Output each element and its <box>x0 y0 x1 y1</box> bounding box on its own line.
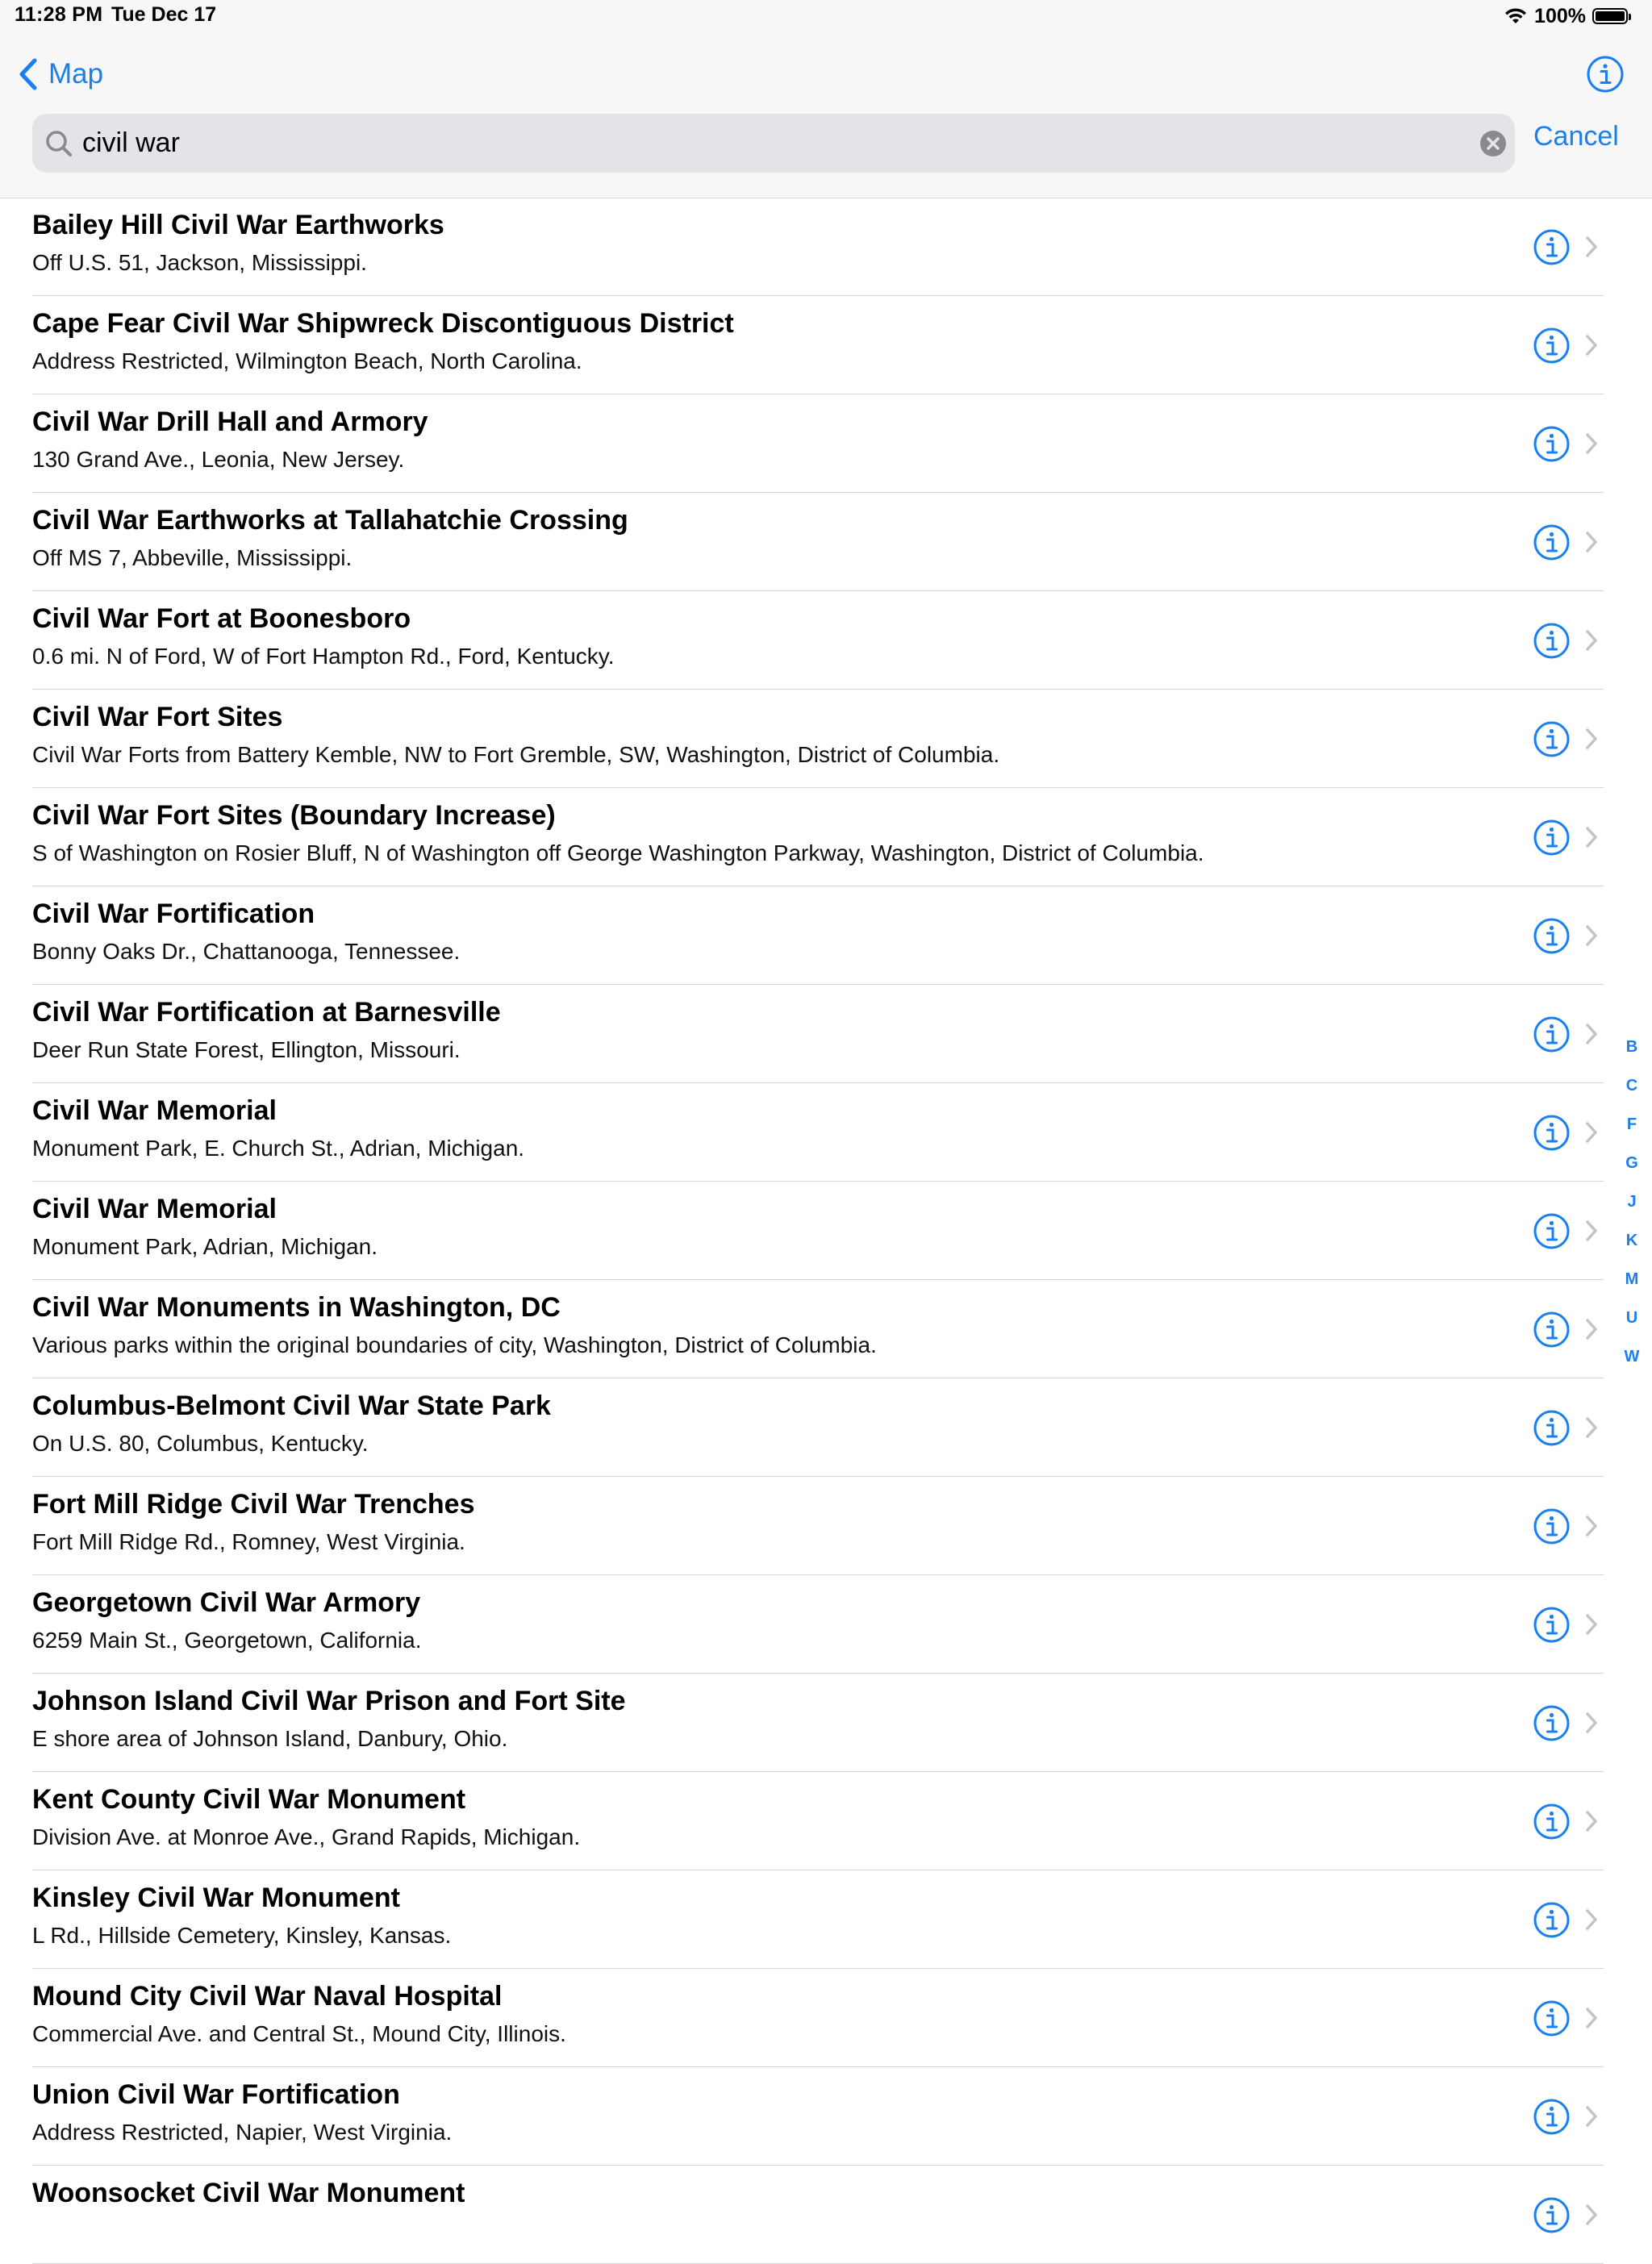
info-icon[interactable] <box>1533 228 1571 266</box>
result-row[interactable] <box>0 1280 1652 1378</box>
result-address: Monument Park, E. Church St., Adrian, Michigan. <box>32 1136 525 1161</box>
results-list <box>0 198 1652 2264</box>
section-index-letter[interactable]: F <box>1626 1115 1637 1133</box>
result-row[interactable] <box>0 788 1652 886</box>
clear-search-icon[interactable] <box>1479 130 1507 157</box>
result-title: Bailey Hill Civil War Earthworks <box>32 210 444 240</box>
info-icon[interactable] <box>1533 720 1571 758</box>
info-icon[interactable] <box>1533 1409 1571 1447</box>
chevron-right-icon <box>1585 2105 1598 2128</box>
search-icon <box>44 128 74 159</box>
result-address: Fort Mill Ridge Rd., Romney, West Virginia. <box>32 1529 465 1554</box>
result-row[interactable] <box>0 1378 1652 1477</box>
result-row[interactable] <box>0 1182 1652 1280</box>
result-title: Cape Fear Civil War Shipwreck Discontiguous District <box>32 308 734 339</box>
result-row[interactable] <box>0 591 1652 690</box>
result-row[interactable] <box>0 296 1652 394</box>
info-icon[interactable] <box>1533 2196 1571 2234</box>
chevron-left-icon <box>18 57 39 91</box>
result-title: Civil War Fortification at Barnesville <box>32 997 501 1028</box>
result-row[interactable] <box>0 690 1652 788</box>
search-field[interactable] <box>32 114 1515 173</box>
battery-icon <box>1592 8 1628 24</box>
info-icon[interactable] <box>1533 1999 1571 2037</box>
cancel-button[interactable]: Cancel <box>1533 121 1619 152</box>
chevron-right-icon <box>1585 924 1598 947</box>
result-title: Civil War Memorial <box>32 1095 277 1126</box>
result-row[interactable] <box>0 1083 1652 1182</box>
result-address: Various parks within the original boundaries of city, Washington, District of Columbia. <box>32 1332 877 1357</box>
wifi-icon <box>1504 7 1528 25</box>
chevron-right-icon <box>1585 728 1598 750</box>
status-date: Tue Dec 17 <box>111 3 217 26</box>
result-address: Off MS 7, Abbeville, Mississippi. <box>32 545 353 570</box>
info-icon[interactable] <box>1533 1901 1571 1939</box>
chevron-right-icon <box>1585 1121 1598 1144</box>
info-icon[interactable] <box>1533 1606 1571 1644</box>
result-row[interactable] <box>0 1772 1652 1870</box>
result-row[interactable] <box>0 886 1652 985</box>
info-icon[interactable] <box>1533 1311 1571 1349</box>
result-address: Division Ave. at Monroe Ave., Grand Rapids, Michigan. <box>32 1824 581 1849</box>
chevron-right-icon <box>1585 2204 1598 2226</box>
result-row[interactable] <box>0 1870 1652 1969</box>
result-address: Deer Run State Forest, Ellington, Missouri. <box>32 1037 461 1062</box>
chevron-right-icon <box>1585 629 1598 652</box>
result-address: 6259 Main St., Georgetown, California. <box>32 1628 422 1653</box>
chevron-right-icon <box>1585 1712 1598 1734</box>
info-icon[interactable] <box>1533 523 1571 561</box>
chevron-right-icon <box>1585 2007 1598 2029</box>
result-address: Address Restricted, Wilmington Beach, North Carolina. <box>32 348 582 373</box>
result-row[interactable] <box>0 1969 1652 2067</box>
info-icon[interactable] <box>1533 327 1571 365</box>
info-icon[interactable] <box>1533 622 1571 660</box>
result-address: Commercial Ave. and Central St., Mound City, Illinois. <box>32 2021 566 2046</box>
result-row[interactable] <box>0 493 1652 591</box>
result-title: Civil War Monuments in Washington, DC <box>32 1292 561 1323</box>
result-address: 0.6 mi. N of Ford, W of Fort Hampton Rd., Ford, Kentucky. <box>32 644 615 669</box>
chevron-right-icon <box>1585 1908 1598 1931</box>
section-index-letter[interactable]: M <box>1625 1270 1639 1288</box>
status-time: 11:28 PM <box>15 3 103 26</box>
info-icon[interactable] <box>1533 425 1571 463</box>
result-address: Address Restricted, Napier, West Virginia. <box>32 2120 453 2145</box>
info-icon[interactable] <box>1533 1507 1571 1545</box>
section-index[interactable] <box>1617 1035 1646 1383</box>
section-index-letter[interactable]: W <box>1624 1348 1640 1365</box>
result-row[interactable] <box>0 1477 1652 1575</box>
result-row[interactable] <box>0 2166 1652 2264</box>
chevron-right-icon <box>1585 236 1598 258</box>
chevron-right-icon <box>1585 531 1598 553</box>
result-address: Off U.S. 51, Jackson, Mississippi. <box>32 250 367 275</box>
chevron-right-icon <box>1585 1515 1598 1537</box>
result-title: Woonsocket Civil War Monument <box>32 2178 465 2208</box>
chevron-right-icon <box>1585 1810 1598 1832</box>
chevron-right-icon <box>1585 1220 1598 1242</box>
result-address: 130 Grand Ave., Leonia, New Jersey. <box>32 447 405 472</box>
chevron-right-icon <box>1585 1023 1598 1045</box>
battery-percentage: 100% <box>1534 4 1586 27</box>
search-input[interactable] <box>82 114 1454 173</box>
back-button-label: Map <box>48 58 104 90</box>
result-address: L Rd., Hillside Cemetery, Kinsley, Kansas. <box>32 1923 452 1948</box>
status-indicators <box>1504 3 1628 29</box>
section-index-letter[interactable]: K <box>1625 1232 1638 1249</box>
info-icon[interactable] <box>1533 1114 1571 1152</box>
result-title: Kent County Civil War Monument <box>32 1784 466 1815</box>
chevron-right-icon <box>1585 432 1598 455</box>
chevron-right-icon <box>1585 1613 1598 1636</box>
result-title: Union Civil War Fortification <box>32 2079 400 2110</box>
info-icon[interactable] <box>1586 55 1625 94</box>
result-row[interactable] <box>0 198 1652 296</box>
result-title: Civil War Fort at Boonesboro <box>32 603 411 634</box>
chevron-right-icon <box>1585 1318 1598 1340</box>
result-title: Columbus-Belmont Civil War State Park <box>32 1391 551 1421</box>
result-row[interactable] <box>0 1575 1652 1674</box>
result-title: Johnson Island Civil War Prison and Fort Site <box>32 1686 626 1716</box>
result-address: Monument Park, Adrian, Michigan. <box>32 1234 378 1259</box>
section-index-letter[interactable]: U <box>1625 1309 1638 1327</box>
section-index-letter[interactable]: J <box>1627 1193 1637 1211</box>
info-icon[interactable] <box>1533 1212 1571 1250</box>
result-title: Civil War Fort Sites (Boundary Increase) <box>32 800 556 831</box>
result-title: Civil War Memorial <box>32 1194 277 1224</box>
result-address: On U.S. 80, Columbus, Kentucky. <box>32 1431 369 1456</box>
result-title: Civil War Drill Hall and Armory <box>32 407 428 437</box>
result-title: Civil War Earthworks at Tallahatchie Crossing <box>32 505 628 536</box>
result-address: S of Washington on Rosier Bluff, N of Washington off George Washington Parkway, Washington, District of Columbia. <box>32 840 1204 865</box>
chevron-right-icon <box>1585 1416 1598 1439</box>
result-address: Bonny Oaks Dr., Chattanooga, Tennessee. <box>32 939 461 964</box>
navigation-bar <box>0 32 1652 198</box>
result-title: Civil War Fortification <box>32 899 315 929</box>
result-address: E shore area of Johnson Island, Danbury, Ohio. <box>32 1726 508 1751</box>
result-row[interactable] <box>0 985 1652 1083</box>
back-button[interactable] <box>18 52 103 97</box>
result-title: Georgetown Civil War Armory <box>32 1587 421 1618</box>
info-icon[interactable] <box>1533 1015 1571 1053</box>
result-row[interactable] <box>0 2067 1652 2166</box>
section-index-letter[interactable]: G <box>1625 1154 1638 1172</box>
result-row[interactable] <box>0 1674 1652 1772</box>
section-index-letter[interactable]: C <box>1625 1077 1638 1094</box>
info-icon[interactable] <box>1533 1704 1571 1742</box>
info-icon[interactable] <box>1533 1803 1571 1841</box>
result-row[interactable] <box>0 394 1652 493</box>
info-icon[interactable] <box>1533 819 1571 857</box>
status-bar <box>0 0 1652 32</box>
section-index-letter[interactable]: B <box>1625 1038 1638 1056</box>
chevron-right-icon <box>1585 334 1598 356</box>
result-title: Mound City Civil War Naval Hospital <box>32 1981 503 2012</box>
info-icon[interactable] <box>1533 917 1571 955</box>
info-icon[interactable] <box>1533 2098 1571 2136</box>
result-title: Kinsley Civil War Monument <box>32 1882 400 1913</box>
chevron-right-icon <box>1585 826 1598 848</box>
result-title: Fort Mill Ridge Civil War Trenches <box>32 1489 475 1520</box>
result-title: Civil War Fort Sites <box>32 702 283 732</box>
result-address: Civil War Forts from Battery Kemble, NW to Fort Gremble, SW, Washington, District of Columbia. <box>32 742 1000 767</box>
